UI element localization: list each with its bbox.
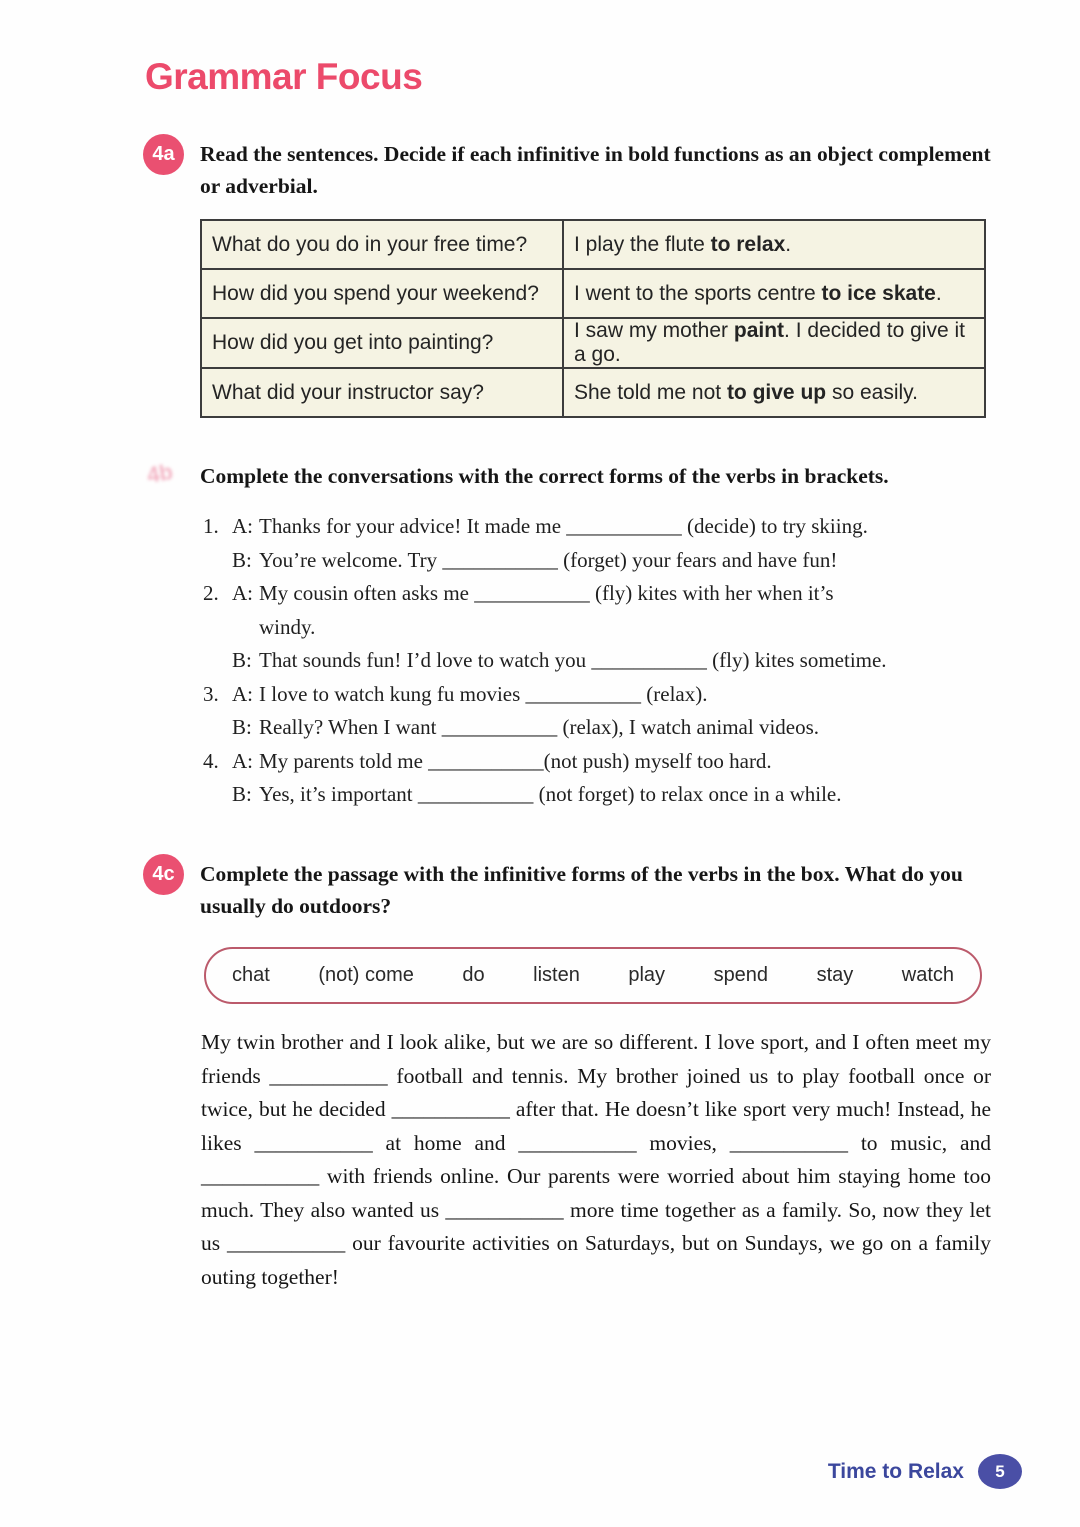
item-number: 1.	[203, 514, 219, 538]
dialogue-text: You’re welcome. Try ___________ (forget) your fears and have fun!	[259, 547, 838, 572]
word-box-item: spend	[713, 964, 769, 986]
question-cell: What did your instructor say?	[201, 368, 563, 417]
item-lines	[232, 577, 1003, 678]
exercise-4a-instruction: Read the sentences. Decide if each infinitive in bold functions as an object complement or adverbial.	[200, 142, 991, 198]
item-lines	[232, 678, 1003, 745]
dialogue-line	[232, 644, 1003, 678]
item-lines	[232, 745, 1003, 812]
example-sentences-table	[200, 219, 986, 418]
speaker-label: B:	[232, 782, 252, 806]
dialogue-line	[232, 510, 1003, 544]
question-cell: How did you spend your weekend?	[201, 269, 563, 318]
exercise-4b-instruction: Complete the conversations with the correct forms of the verbs in brackets.	[200, 464, 889, 488]
dialogue-text	[259, 577, 1003, 644]
dialogue-line	[232, 544, 1003, 578]
conversation-item	[203, 577, 1003, 678]
dialogue-line	[232, 711, 1003, 745]
question-cell: What do you do in your free time?	[201, 220, 563, 269]
dialogue-text: That sounds fun! I’d love to watch you ___________ (fly) kites sometime.	[259, 648, 887, 672]
dialogue-text: Thanks for your advice! It made me ___________ (decide) to try skiing.	[259, 514, 868, 538]
dialogue-line	[232, 745, 1003, 779]
table-row	[201, 220, 985, 269]
speaker-label: B:	[232, 648, 252, 672]
speaker-label: A:	[232, 748, 253, 773]
dialogue-text: I love to watch kung fu movies ___________ (relax).	[259, 681, 708, 706]
word-box-item: play	[628, 964, 666, 986]
exercise-4c-instruction: Complete the passage with the infinitive forms of the verbs in the box. What do you usually do outdoors?	[200, 862, 963, 918]
speaker-label: A:	[232, 514, 253, 538]
dialogue-text-part: My cousin often asks me ___________ (fly) kites with her when it’s	[259, 581, 834, 605]
word-box-item: chat	[232, 964, 270, 986]
speaker-label: B:	[232, 715, 252, 739]
conversation-item	[203, 678, 1003, 745]
answer-cell: I saw my mother paint. I decided to give it a go.	[563, 318, 985, 368]
dialogue-line	[232, 778, 1003, 812]
conversation-list	[203, 510, 1003, 812]
answer-cell: I went to the sports centre to ice skate.	[563, 269, 985, 318]
conversation-item	[203, 745, 1003, 812]
speaker-label: B:	[232, 547, 252, 572]
footer-unit-label: Time to Relax	[827, 1459, 964, 1483]
exercise-4c-badge: 4c	[143, 854, 184, 895]
word-box-item: (not) come	[318, 964, 414, 986]
footer	[828, 1454, 1022, 1489]
dialogue-text-continuation: windy.	[259, 614, 316, 639]
item-number: 3.	[203, 681, 219, 706]
item-lines	[232, 510, 1003, 577]
item-number: 4.	[203, 748, 219, 773]
passage-text: My twin brother and I look alike, but we are so different. I love sport, and I often meet my friends ___________ football and tennis. My brother joined us to play football once or twice, but he decided ___________ after that. He doesn’t like sport very much! Instead, he likes ___________ at home and ___________ movies, ___________ to music, and ___________ with friends online. Our parents were worried about him staying home too much. They also wanted us ___________ more time together as a family. So, now they let us ___________ our favourite activities on Saturdays, but on Sundays, we go on a family outing together!	[201, 1030, 991, 1289]
table-row	[201, 368, 985, 417]
dialogue-line	[232, 577, 1003, 644]
question-cell: How did you get into painting?	[201, 318, 563, 368]
dialogue-line	[232, 678, 1003, 712]
page-number-badge: 5	[978, 1454, 1022, 1489]
word-box-item: do	[462, 964, 485, 986]
exercise-4b-badge-faded: 4b	[145, 458, 175, 489]
speaker-label: A:	[232, 681, 253, 706]
dialogue-text: Really? When I want ___________ (relax), I watch animal videos.	[259, 715, 820, 739]
answer-cell: She told me not to give up so easily.	[563, 368, 985, 417]
speaker-label: A:	[232, 581, 253, 605]
table-row	[201, 318, 985, 368]
table-row	[201, 269, 985, 318]
exercise-4a-badge: 4a	[143, 134, 184, 175]
dialogue-text: My parents told me ___________(not push) myself too hard.	[259, 748, 772, 773]
conversation-item	[203, 510, 1003, 577]
verb-word-box	[204, 947, 982, 1004]
dialogue-text: Yes, it’s important ___________ (not forget) to relax once in a while.	[259, 782, 842, 806]
page-title: Grammar Focus	[145, 56, 423, 97]
word-box-item: watch	[901, 964, 954, 986]
item-number: 2.	[203, 581, 219, 605]
answer-cell: I play the flute to relax.	[563, 220, 985, 269]
word-box-item: stay	[816, 964, 854, 986]
word-box-item: listen	[533, 964, 580, 986]
